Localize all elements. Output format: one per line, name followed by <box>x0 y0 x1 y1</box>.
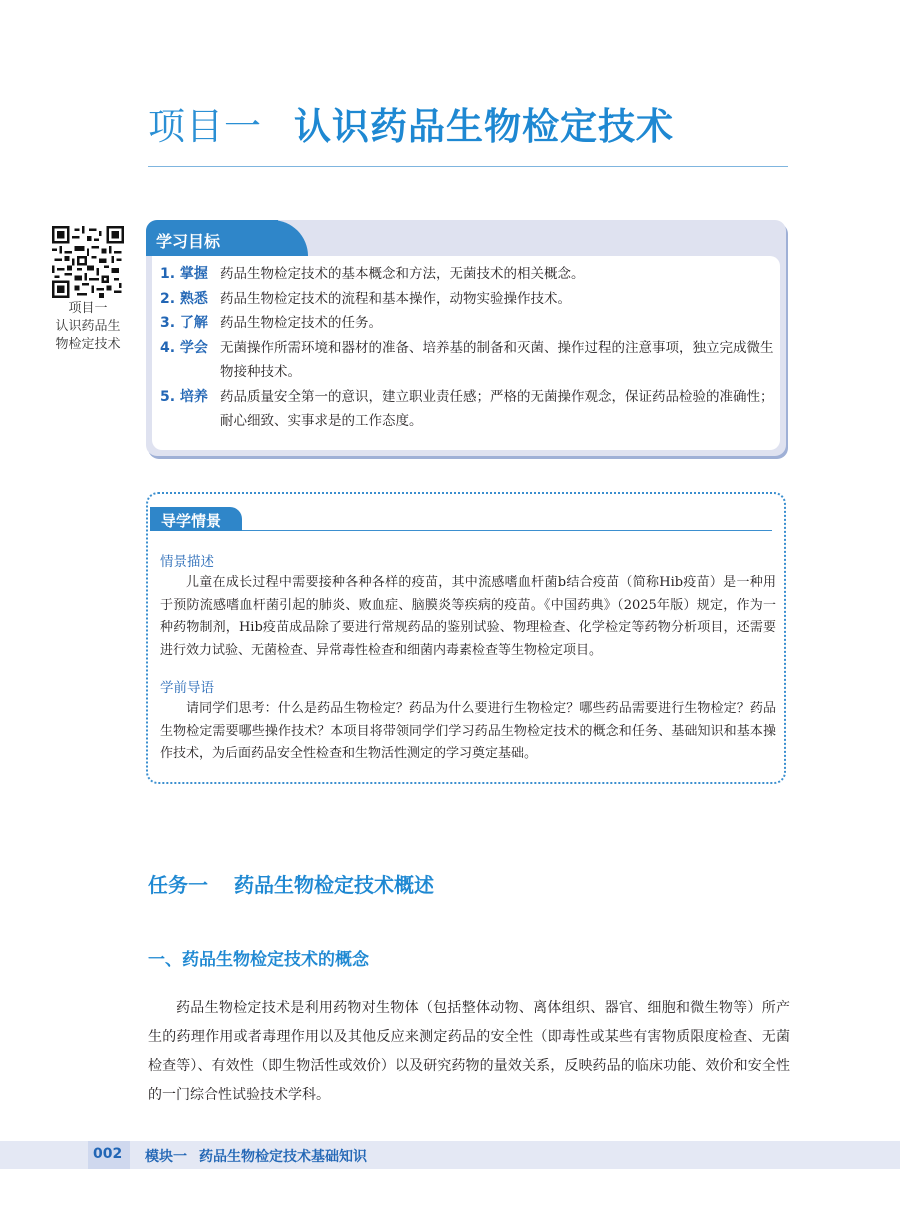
qr-caption <box>40 300 136 354</box>
objective-text: 药品质量安全第一的意识，建立职业责任感；严格的无菌操作观念，保证药品检验的准确性；耐心细致、实事求是的工作态度。 <box>220 388 774 429</box>
intro-label: 学前导语 <box>160 680 214 696</box>
project-title: 认识药品生物检定技术 <box>294 105 674 148</box>
task-title: 药品生物检定技术概述 <box>234 873 434 897</box>
guide-divider <box>242 530 772 531</box>
objective-text: 药品生物检定技术的基本概念和方法，无菌技术的相关概念。 <box>220 266 585 282</box>
objective-key: 3. 了解 <box>160 315 208 331</box>
qr-code-icon[interactable] <box>52 226 124 298</box>
task-heading <box>148 869 434 898</box>
title-divider <box>148 166 788 167</box>
module-title: 药品生物检定技术基础知识 <box>199 1149 367 1165</box>
footer-bar <box>0 1141 900 1169</box>
project-label: 项目一 <box>148 105 262 148</box>
qr-caption-line: 认识药品生 <box>55 319 121 334</box>
module-label: 模块一 <box>145 1149 187 1165</box>
qr-caption-line: 项目一 <box>68 301 108 316</box>
objectives-list <box>160 262 780 434</box>
objective-key: 2. 熟悉 <box>160 290 208 307</box>
objective-key: 1. 掌握 <box>160 266 208 282</box>
qr-caption-line: 物检定技术 <box>55 337 121 352</box>
objective-text: 药品生物检定技术的流程和基本操作，动物实验操作技术。 <box>220 290 571 307</box>
objective-item <box>160 287 780 312</box>
guide-heading: 导学情景 <box>161 512 222 530</box>
objective-key: 4. 学会 <box>160 339 208 356</box>
intro-text: 请同学们思考：什么是药品生物检定？药品为什么要进行生物检定？哪些药品需要进行生物检定？药品生物检定需要哪些操作技术？本项目将带领同学们学习药品生物检定技术的概念和任务、基础知识和基本操作技术，为后面药品安全性检查和生物活性测定的学习奠定基础。 <box>160 701 776 762</box>
section-heading: 一、药品生物检定技术的概念 <box>148 950 369 970</box>
objectives-heading: 学习目标 <box>156 232 221 251</box>
footer-module <box>145 1146 367 1166</box>
section-paragraph: 药品生物检定技术是利用药物对生物体（包括整体动物、离体组织、器官、细胞和微生物等）所产生的药理作用或者毒理作用以及其他反应来测定药品的安全性（即毒性或某些有害物质限度检查、无菌检查等）、有效性（即生物活性或效价）以及研究药物的量效关系，反映药品的临床功能、效价和安全性的一门综合性试验技术学科。 <box>148 1000 790 1103</box>
scenario-text: 儿童在成长过程中需要接种各种各样的疫苗，其中流感嗜血杆菌b结合疫苗（简称Hib疫苗）是一种用于预防流感嗜血杆菌引起的肺炎、败血症、脑膜炎等疾病的疫苗。《中国药典》（2025年版）规定，作为一种药物制剂，Hib疫苗成品除了要进行常规药品的鉴别试验、物理检查、化学检定等药物分析项目，还需要进行效力试验、无菌检查、异常毒性检查和细菌内毒素检查等生物检定项目。 <box>160 575 776 658</box>
objective-item <box>160 262 780 287</box>
objective-item <box>160 311 780 336</box>
scenario-label: 情景描述 <box>160 554 214 570</box>
page-number: 002 <box>93 1146 123 1162</box>
objective-item <box>160 385 780 434</box>
objective-key: 5. 培养 <box>160 388 208 405</box>
objective-text: 药品生物检定技术的任务。 <box>220 315 382 331</box>
objective-item <box>160 336 780 385</box>
objective-text: 无菌操作所需环境和器材的准备、培养基的制备和灭菌、操作过程的注意事项，独立完成微生物接种技术。 <box>220 339 774 380</box>
task-label: 任务一 <box>148 873 208 897</box>
